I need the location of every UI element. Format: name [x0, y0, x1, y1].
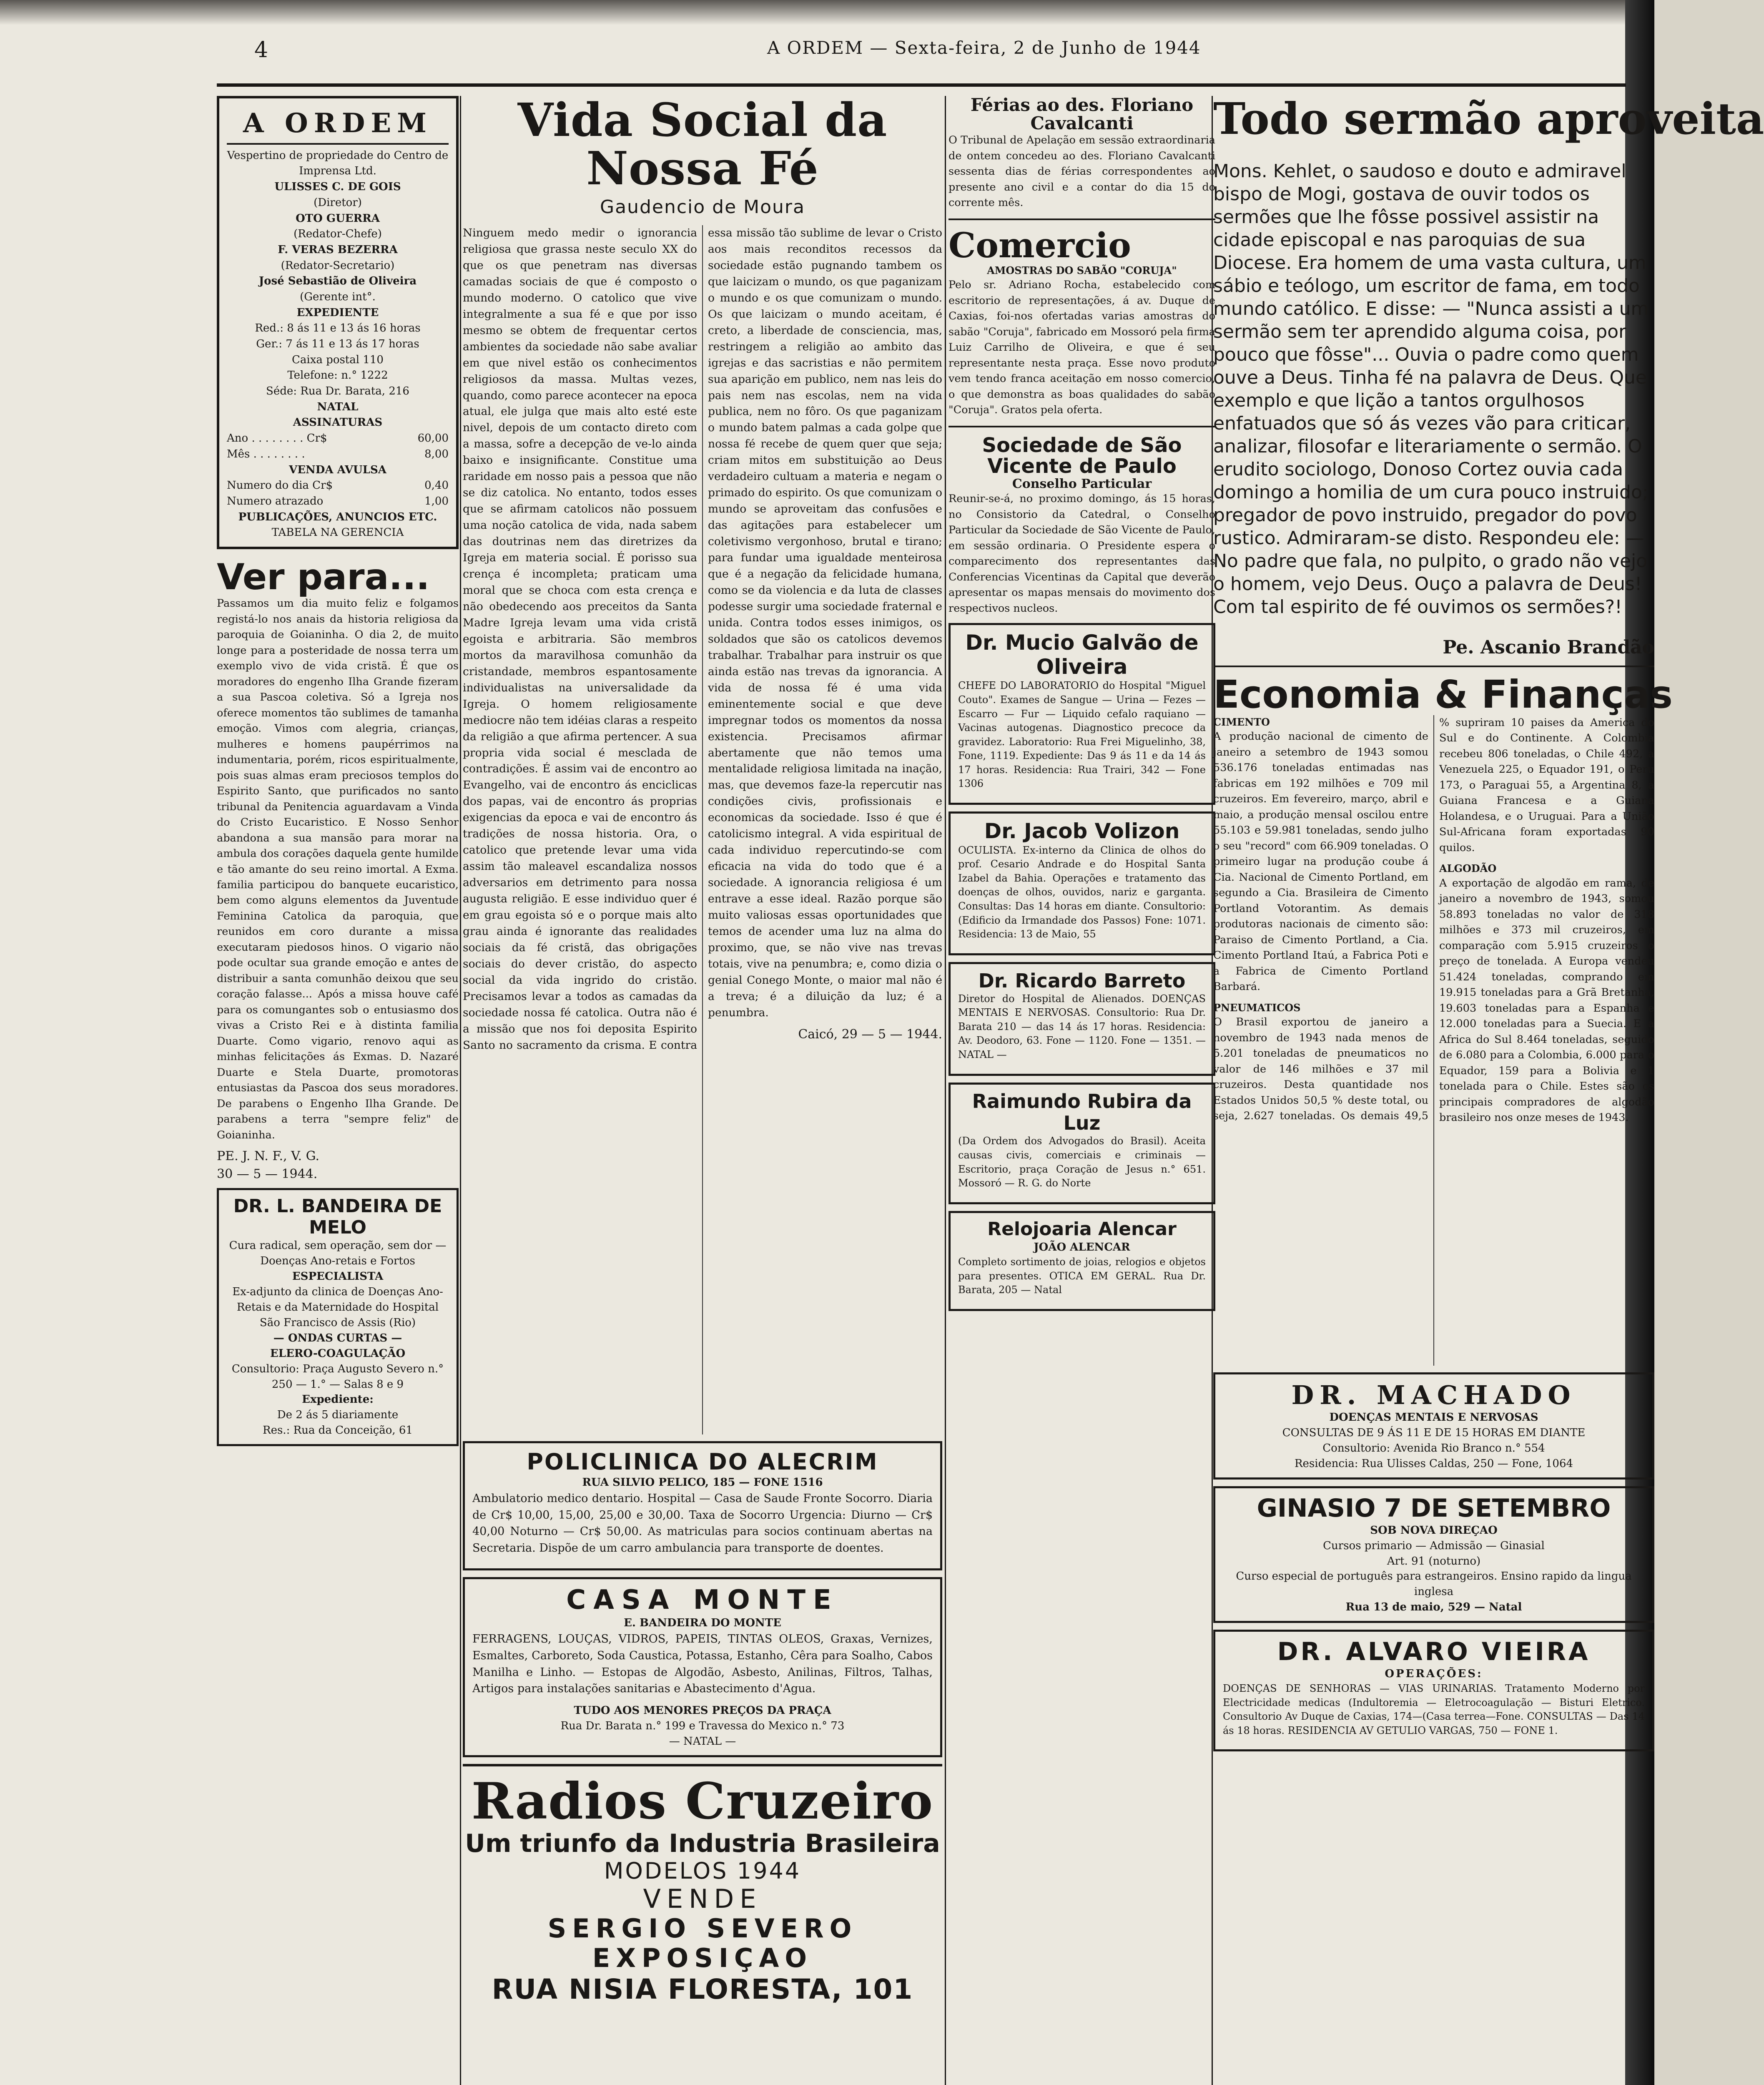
radios-title: Radios Cruzeiro	[471, 1771, 934, 1831]
ginasio-courses: Cursos primario — Admissão — Ginasial	[1323, 1539, 1545, 1552]
economia-columns	[1213, 715, 1654, 1366]
sermao-signature: Pe. Ascanio Brandão	[1443, 637, 1654, 658]
sociedade-subhead: Conselho Particular	[1012, 477, 1152, 492]
machado-title: DR. MACHADO	[1291, 1379, 1576, 1410]
masthead-line: (Redator-Secretario)	[281, 259, 395, 272]
page-number: 4	[254, 38, 268, 63]
vieira-ad	[1213, 1630, 1654, 1751]
vida-social-body: Ninguem medo medir o ignorancia religiosa que grassa neste seculo XX do que os que penetram nas diversas camadas sociais de que é composto o mundo moderno. O catolico que vive integralmente a sua fé e que por isso mesmo se obtem de frequentar certos ambientes da sociedade não sabe avaliar em que nivel estão os conhecimentos religiosos da massa. Multas vezes, quando, como parece acontecer na epoca atual, ele julga que mais alto esté este nivel, depois de um contacto direto com a massa, sofre a decepção de ve-lo ainda baixo e insignificante. Constitue uma raridade em nosso pais a pessoa que não se diz catolica. No entanto, todos esses que se afirmam catolicos não possuem uma noção catolica de vida, nada sabem das doutrinas nem das diretrizes da Igreja em materia social. É porisso sua crença é incompleta; praticam uma moral que se choca com esta crença e não obedecendo aos preceitos da Santa Madre Igreja levam uma vida cristã egoista e arbitraria. São membros mortos da maravilhosa comunhão da cristandade, membros espantosamente individualistas na universalidade da Igreja. O homem religiosamente mediocre não tem idéias claras a respeito da religião a que afirma pertencer. A sua propria vida social é mesclada de contradições. É assim vai de encontro ao Evangelho, vai de encontro ás enciclicas dos papas, vai de encontro ás proprias exigencias da epoca e vai de encontro ás tradições de nossa historia. Ora, o catolico que pretende levar uma vida assim tão maleavel escandaliza nossos adversarios em detrimento para nossa augusta religião. E esse individuo quer é em grau egoista só e o porque mais alto grau ainda é ignorante das realidades sociais da fé cristã, das obrigações sociais do dever cristão, do aspecto social da vida ingrido do cristão. Precisamos levar a todos as camadas da sociedade nossa fé catolica. Outra não é a missão que nos foi deposita Espirito Santo no sacramento da crisma. E contra essa missão tão sublime de levar o Cristo aos mais reconditos recessos da sociedade estão pugnando tambem os que laicizam o mundo, os que paganizam o mundo e os que comunizam o mundo. Os que laicizam o mundo aceitam, é creto, a liberdade de consciencia, mas, restringem a religião ao ambito das igrejas e das sacristias e não permitem sua aparição em publico, nem nas leis do pais nem nas escolas, nem na vida publica, nem no fôro. Os que paganizam o mundo batem palmas a cada golpe que nossa fé recebe de quem quer que seja; criam mitos em substituição ao Deus verdadeiro cultuam a materia e negam o primado do espirito. Os que comunizam o mundo se aproveitam das confusões e das agitações para estabelecer um coletivismo vergonhoso, brutal e tirano; para fundar uma igualdade menteirosa que é a negação da felicidade humana, como se da violencia e da luta de classes podesse surgir uma sociedade fraternal e unida. Contra todos esses inimigos, os soldados que são os catolicos devemos trabalhar. Trabalhar para instruir os que ainda estão nas trevas da ignorancia. A vida de nossa fé é uma vida eminentemente social e que deve impregnar todos os momentos da nossa existencia. Precisamos afirmar abertamente que não temos uma mentalidade religiosa limitada na inação, mas, que devemos faze-la repercutir nas condições civis, profissionais e economicas da sociedade. Isso é que é catolicismo integral. A vida espiritual de cada individuo repercutindo-se com eficacia na vida do todo que é a sociedade. A ignorancia religiosa é um entrave a esse ideal. Razão porque são muito valiosas essas oportunidades que temos de acender uma luz na alma do proximo, que, se não vive nas trevas totais, vive na penumbra; e, como dizia o genial Conego Monte, o maior mal não é a treva; é a diluição da luz; é a penumbra.	[463, 226, 942, 1052]
ad-line: Res.: Rua da Conceição, 61	[263, 1424, 413, 1437]
sociedade-body: Reunir-se-á, no proximo domingo, ás 15 horas, no Consistorio da Catedral, o Conselho Particular da Sociedade de São Vicente de Paulo, em sessão ordinaria. O Presidente espera o comparecimento dos representantes das Conferencias Vicentinas da Capital que deverão apresentar os mapas mensais do movimento dos respectivos nucleos.	[948, 492, 1215, 615]
relojoaria-ad	[948, 1211, 1215, 1311]
algodao-body: A exportação de algodão em rama, de janeiro a novembro de 1943, somou 58.893 toneladas no valor de 318 milhões e 373 mil cruzeiros, em comparação com 5.915 cruzeiros o preço de tonelada. A Europa vendeu 51.424 toneladas, comprando em 19.915 toneladas para a Grã Bretanha, 19.603 toneladas para a Espanha e 12.000 toneladas para a Suecia. E a Africa do Sul 8.464 toneladas, seguido de 6.080 para a Colombia, 6.000 para o Equador, 159 para a Bolivia e 1 tonelada para o Chile. Estes são os principais compradores de algodão brasileiro nos onze meses de 1943.	[1439, 877, 1654, 1124]
barreto-body: Diretor do Hospital de Alienados. DOENÇAS MENTAIS E NERVOSAS. Consultorio: Rua Dr. Barata 210 — das 14 ás 17 horas. Residencia: Av. Deodoro, 63. Fone — 1120. Fone — 1351. — NATAL —	[958, 992, 1206, 1060]
relojoaria-body: Completo sortimento de joias, relogios e objetos para presentes. OTICA EM GERAL. Rua Dr. Barata, 205 — Natal	[958, 1256, 1206, 1296]
machado-ad	[1213, 1372, 1654, 1480]
casa-monte-slogan: TUDO AOS MENORES PREÇOS DA PRAÇA	[574, 1704, 831, 1717]
masthead-line: Telefone: n.° 1222	[287, 369, 388, 382]
column-left	[217, 96, 459, 2085]
divider	[1213, 666, 1654, 667]
radios-place: EXPOSIÇAO	[592, 1943, 813, 1974]
ginasio-address: Rua 13 de maio, 529 — Natal	[1345, 1601, 1522, 1614]
barreto-ad	[948, 962, 1215, 1076]
masthead-line: (Diretor)	[314, 196, 362, 209]
scan-edge-shadow	[0, 0, 1654, 25]
column-rule-2	[945, 96, 946, 2085]
radios-ad	[463, 1764, 942, 2005]
masthead-line: (Gerente int°.	[300, 290, 376, 303]
divider	[948, 426, 1215, 427]
running-title: A ORDEM — Sexta-feira, 2 de Junho de 1944	[767, 38, 1201, 58]
masthead-section: VENDA AVULSA	[289, 463, 386, 476]
ad-line: Expediente:	[302, 1393, 374, 1406]
casa-monte-body: FERRAGENS, LOUÇAS, VIDROS, PAPEIS, TINTAS OLEOS, Graxas, Vernizes, Esmaltes, Carboreto, Soda Caustica, Potassa, Estanho, Cêra para Soalho, Cabos Manilha e Linho. — Estopas de Algodão, Asbesto, Anilinas, Filtros, Talhas, Artigos para instalações sanitarias e Abastecimento d'Agua.	[472, 1633, 933, 1696]
ver-para-signature: PE. J. N. F., V. G.	[217, 1149, 320, 1164]
ad-line: ESPECIALISTA	[292, 1270, 384, 1283]
rate-row: Numero atrazado 1,00	[227, 495, 449, 507]
ver-para-date: 30 — 5 — 1944.	[217, 1167, 318, 1182]
casa-monte-ad	[463, 1577, 942, 1757]
masthead-manager: José Sebastião de Oliveira	[258, 275, 417, 288]
policlinica-title: POLICLINICA DO ALECRIM	[527, 1449, 878, 1475]
vida-social-headline: Vida Social da Nossa Fé	[517, 93, 888, 195]
masthead-section: EXPEDIENTE	[296, 306, 379, 319]
ginasio-special: Curso especial de português para estrangeiros. Ensino rapido da lingua inglesa	[1236, 1570, 1632, 1598]
bandeira-ad	[217, 1188, 459, 1446]
masthead-chief: OTO GUERRA	[296, 212, 380, 225]
ad-line: Cura radical, sem operação, sem dor — Doenças Ano-retais e Fortos	[229, 1239, 447, 1268]
ad-line: — ONDAS CURTAS —	[273, 1331, 402, 1344]
masthead-director: ULISSES C. DE GOIS	[274, 181, 401, 193]
cimento-body: A produção nacional de cimento de janeiro a setembro de 1943 somou 536.176 toneladas entimadas nas fabricas em 192 milhões e 709 mil cruzeiros. Em fevereiro, março, abril e maio, a produção mensal oscilou entre 55.103 e 59.981 toneladas, sendo julho o seu "record" com 66.909 toneladas. O primeiro lugar na produção coube á Cia. Nacional de Cimento Portland, em segundo a Cia. Brasileira de Cimento Portland Votorantim. As demais produtoras nacionais de cimento são: Paraiso de Cimento Portland, a Cia. Cimento Portland Itaú, a Fabrica Poti e a Fabrica de Cimento Portland Barbará.	[1213, 730, 1428, 993]
comercio-body: Pelo sr. Adriano Rocha, estabelecido com escritorio de representações, á av. Duque de Caxias, foi-nos ofertadas varias amostras do sabão "Coruja", fabricado em Mossoró pela firma Luiz Carrilho de Oliveira, e que é seu representante nesta praça. Esse novo produto vem tendo franca aceitação em nosso comercio, o que demonstra as boas qualidades do sabão "Coruja". Gratos pela oferta.	[948, 279, 1215, 417]
masthead-line: Vespertino de propriedade do Centro de Imprensa Ltd.	[227, 149, 449, 178]
machado-residence: Residencia: Rua Ulisses Caldas, 250 — Fone, 1064	[1294, 1457, 1573, 1470]
bandeira-title: DR. L. BANDEIRA DE MELO	[233, 1196, 442, 1238]
pneumaticos-body: O Brasil exportou de janeiro a novembro de 1943 nada menos de 5.201 toneladas de pneumaticos no valor de 146 milhões e 37 mil cruzeiros. Desta quantidade nos Estados Unidos 50,5 % deste total, ou seja, 2.627 toneladas. Os demais 49,5 % supriram 10 paises da America do Sul e do Continente. A Colombia recebeu 806 toneladas, o Chile 492, a Venezuela 225, o Equador 191, o Peru 173, o Paraguai 55, a Argentina 8, a Guiana Francesa e a Guiana Holandesa, e o Uruguai. Para a União Sul-Africana foram exportadas 90 quilos.	[1213, 716, 1654, 1123]
masthead-section: ASSINATURAS	[293, 416, 383, 429]
running-header	[0, 29, 1654, 79]
machado-hours: CONSULTAS DE 9 ÁS 11 E DE 15 HORAS EM DIANTE	[1282, 1426, 1586, 1439]
vieira-title: DR. ALVARO VIEIRA	[1277, 1637, 1591, 1667]
policlinica-body: Ambulatorio medico dentario. Hospital — Casa de Saude Fronte Socorro. Diaria de Cr$ 10,00, 15,00, 25,00 e 30,00. Taxa de Socorro Urgencia: Diurno — Cr$ 40,00 Noturno — Cr$ 50,00. As matriculas para socios continuam abertas na Secretaria. Dispõe de um carro ambulancia para transporte de doentes.	[472, 1492, 933, 1555]
comercio-headline: Comercio	[948, 225, 1131, 266]
masthead-line: (Redator-Chefe)	[294, 228, 382, 241]
policlinica-ad	[463, 1441, 942, 1570]
masthead-box	[217, 96, 459, 549]
rubira-body: (Da Ordem dos Advogados do Brasil). Aceita causas civis, comerciais e criminais — Escritorio, praça Coração de Jesus n.° 651. Mossoró — R. G. do Norte	[958, 1135, 1206, 1189]
ad-line: Ex-adjunto da clinica de Doenças Ano-Retais e da Maternidade do Hospital São Francisco de Assis (Rio)	[232, 1286, 443, 1329]
mucio-ad	[948, 623, 1215, 805]
masthead-line: TABELA NA GERENCIA	[271, 526, 404, 539]
ad-line: Consultorio: Praça Augusto Severo n.° 250 — 1.° — Salas 8 e 9	[231, 1362, 444, 1391]
rate-row: Mês . . . . . . . . 8,00	[227, 447, 449, 460]
policlinica-address: RUA SILVIO PELICO, 185 — FONE 1516	[582, 1476, 823, 1489]
rubira-title: Raimundo Rubira da Luz	[972, 1090, 1192, 1135]
casa-monte-owner: E. BANDEIRA DO MONTE	[624, 1617, 781, 1630]
sermao-headline: Todo sermão aproveita	[1213, 93, 1764, 144]
rate-row: Numero do dia Cr$ 0,40	[227, 479, 449, 492]
column-right	[1213, 93, 1764, 2085]
ferias-body: O Tribunal de Apelação em sessão extraordinaria de ontem concedeu ao des. Floriano Cavalcanti sessenta dias de férias correspondentes ao presente ano civil e a contar do dia 15 do corrente mês.	[948, 134, 1215, 209]
casa-monte-address: Rua Dr. Barata n.° 199 e Travessa do Mexico n.° 73	[560, 1719, 845, 1732]
masthead-line: PUBLICAÇÕES, ANUNCIOS ETC.	[238, 510, 437, 523]
masthead-line: Ger.: 7 ás 11 e 13 ás 17 horas	[256, 338, 419, 351]
relojoaria-title: Relojoaria Alencar	[987, 1218, 1177, 1240]
masthead-secretary: F. VERAS BEZERRA	[278, 243, 398, 256]
casa-monte-city: — NATAL —	[669, 1735, 736, 1748]
relojoaria-owner: JOÃO ALENCAR	[1034, 1241, 1130, 1254]
machado-sub: DOENÇAS MENTAIS E NERVOSAS	[1329, 1411, 1538, 1424]
volizon-title: Dr. Jacob Volizon	[984, 819, 1180, 844]
ginasio-art: Art. 91 (noturno)	[1387, 1555, 1481, 1568]
radios-address: RUA NISIA FLORESTA, 101	[492, 1973, 913, 2005]
ver-para-headline: Ver para...	[217, 556, 430, 598]
rate-row: Ano . . . . . . . . Cr$ 60,00	[227, 432, 449, 445]
economia-headline: Economia & Finanças	[1213, 672, 1673, 717]
radios-models: MODELOS 1944	[604, 1857, 801, 1884]
radios-seller: SERGIO SEVERO	[547, 1913, 858, 1944]
ver-para-body: Passamos um dia muito feliz e folgamos registá-lo nos anais da historia religiosa da paroquia de Goianinha. O dia 2, de muito longe para a posteridade de nossa terra um exemplo vivo de vida cristã. É que os moradores do engenho Ilha Grande fizeram a sua Pascoa coletiva. Só a Igreja nos oferece momentos tão sublimes de tamanha emoção. Vimos com alegria, crianças, mulheres e homens paupérrimos na indumentaria, porém, ricos espiritualmente, pois suas almas eram preciosos templos do Espirito Santo, que purificados no santo tribunal da Penitencia aguardavam a Vinda do Cristo Eucaristico. E Nosso Senhor abandona a sua mansão para morar na ambula dos corações daquela gente humilde e tão amante do seu reino imortal. A Exma. familia participou do banquete eucaristico, bem como alguns elementos da Juventude Feminina Catolica da paroquia, que reunidos em coro durante a missa executaram piedosos hinos. O vigario não pode ocultar sua grande emoção e antes de distribuir a santa comunhão deixou que seu coração falasse... Após a missa houve café para os comungantes sob o entusiasmo dos vivas a Cristo Rei e à distinta familia Duarte. Como vigario, renovo aqui as minhas felicitações ás Exmas. D. Nazaré Duarte e Stela Duarte, promotoras entusiastas da Pascoa dos seus moradores. De parabens o Engenho Ilha Grande. De parabens a terra "sempre feliz" de Goianinha.	[217, 597, 459, 1141]
ad-line: ELERO-COAGULAÇÃO	[270, 1347, 406, 1360]
column-rule-1	[460, 96, 461, 2085]
ferias-headline: Férias ao des. Floriano Cavalcanti	[970, 95, 1194, 134]
masthead-title: A ORDEM	[227, 104, 449, 145]
ginasio-sub: SOB NOVA DIREÇAO	[1370, 1524, 1498, 1537]
masthead-line: Red.: 8 ás 11 e 13 ás 16 horas	[255, 322, 421, 335]
masthead-line: Caixa postal 110	[292, 353, 384, 366]
comercio-subhead: AMOSTRAS DO SABÃO "CORUJA"	[987, 264, 1177, 276]
vida-social-signature: Caicó, 29 — 5 — 1944.	[798, 1027, 942, 1042]
volizon-body: OCULISTA. Ex-interno da Clinica de olhos do prof. Cesario Andrade e do Hospital Santa Izabel da Bahia. Operações e tratamento das doenças de olhos, ouvidos, nariz e garganta. Consultas: Das 14 horas em diante. Consultorio: (Edificio da Irmandade dos Passos) Fone: 1071. Residencia: 13 de Maio, 55	[958, 844, 1206, 940]
divider	[948, 219, 1215, 220]
volizon-ad	[948, 811, 1215, 955]
radios-subtitle: Um triunfo da Industria Brasileira	[465, 1829, 940, 1858]
barreto-title: Dr. Ricardo Barreto	[978, 969, 1186, 992]
machado-office: Consultorio: Avenida Rio Branco n.° 554	[1322, 1442, 1545, 1454]
algodao-title: ALGODÃO	[1439, 862, 1497, 875]
ginasio-ad	[1213, 1486, 1654, 1623]
vieira-sub: OPERAÇÕES:	[1385, 1668, 1483, 1681]
ginasio-title: GINASIO 7 DE SETEMBRO	[1257, 1493, 1611, 1523]
sociedade-headline: Sociedade de São Vicente de Paulo	[982, 433, 1182, 478]
cimento-title: CIMENTO	[1213, 716, 1270, 728]
mucio-body: CHEFE DO LABORATORIO do Hospital "Miguel Couto". Exames de Sangue — Urina — Fezes — Escarro — Fur — Liquido cefalo raquiano — Vacinas autogenas. Diagnostico precoce da gravidez. Laboratorio: Rua Frei Miguelinho, 38, Fone, 1119. Expediente: Das 9 ás 11 e da 14 ás 17 horas. Residencia: Rua Trairi, 342 — Fone 1306	[958, 680, 1206, 790]
vieira-body: DOENÇAS DE SENHORAS — VIAS URINARIAS. Tratamento Moderno por Electricidade medicas (Indultoremia — Eletrocoagulação — Bisturi Eletrico. Consultorio Av Duque de Caxias, 174—(Casa terrea—Fone. CONSULTAS — Das 14 ás 18 horas. RESIDENCIA AV GETULIO VARGAS, 750 — FONE 1.	[1223, 1683, 1645, 1736]
mucio-title: Dr. Mucio Galvão de Oliveira	[965, 631, 1199, 679]
rubira-ad	[948, 1083, 1215, 1204]
ad-line: De 2 ás 5 diariamente	[277, 1409, 399, 1422]
column-right-center	[948, 96, 1215, 2085]
radios-vende: VENDE	[643, 1883, 762, 1914]
header-rule	[217, 83, 1626, 87]
pneumaticos-title: PNEUMATICOS	[1213, 1001, 1301, 1014]
casa-monte-title: CASA MONTE	[566, 1584, 839, 1615]
column-center	[463, 93, 942, 2085]
masthead-line: NATAL	[317, 400, 359, 413]
vida-social-columns	[463, 225, 942, 1434]
sermao-body: Mons. Kehlet, o saudoso e douto e admiravel bispo de Mogi, gostava de ouvir todos os sermões que lhe fôsse possivel assistir na cidade episcopal e nas paroquias de sua Diocese. Era homem de uma vasta cultura, um sábio e teólogo, um escritor de fama, em todo mundo católico. E disse: — "Nunca assisti a um sermão sem ter aprendido alguma coisa, por pouco que fôsse"... Ouvia o padre como quem ouve a Deus. Tinha fé na palavra de Deus. Que exemplo e que lição a tantos orgulhosos enfatuados que só ás vezes vão para criticar, analizar, filosofar e literariamente o sermão. O erudito sociologo, Donoso Cortez ouvia cada domingo a homilia de um cura pouco instruido; pregador de povo instruido, pregador do povo rustico. Admiraram-se disto. Respondeu ele: — No padre que fala, no pulpito, o grado não vejo o homem, vejo Deus. Ouço a palavra de Deus! Com tal espirito de fé ouvimos os sermões?!	[1213, 161, 1649, 618]
masthead-line: Séde: Rua Dr. Barata, 216	[266, 385, 409, 398]
vida-social-byline: Gaudencio de Moura	[600, 196, 805, 218]
